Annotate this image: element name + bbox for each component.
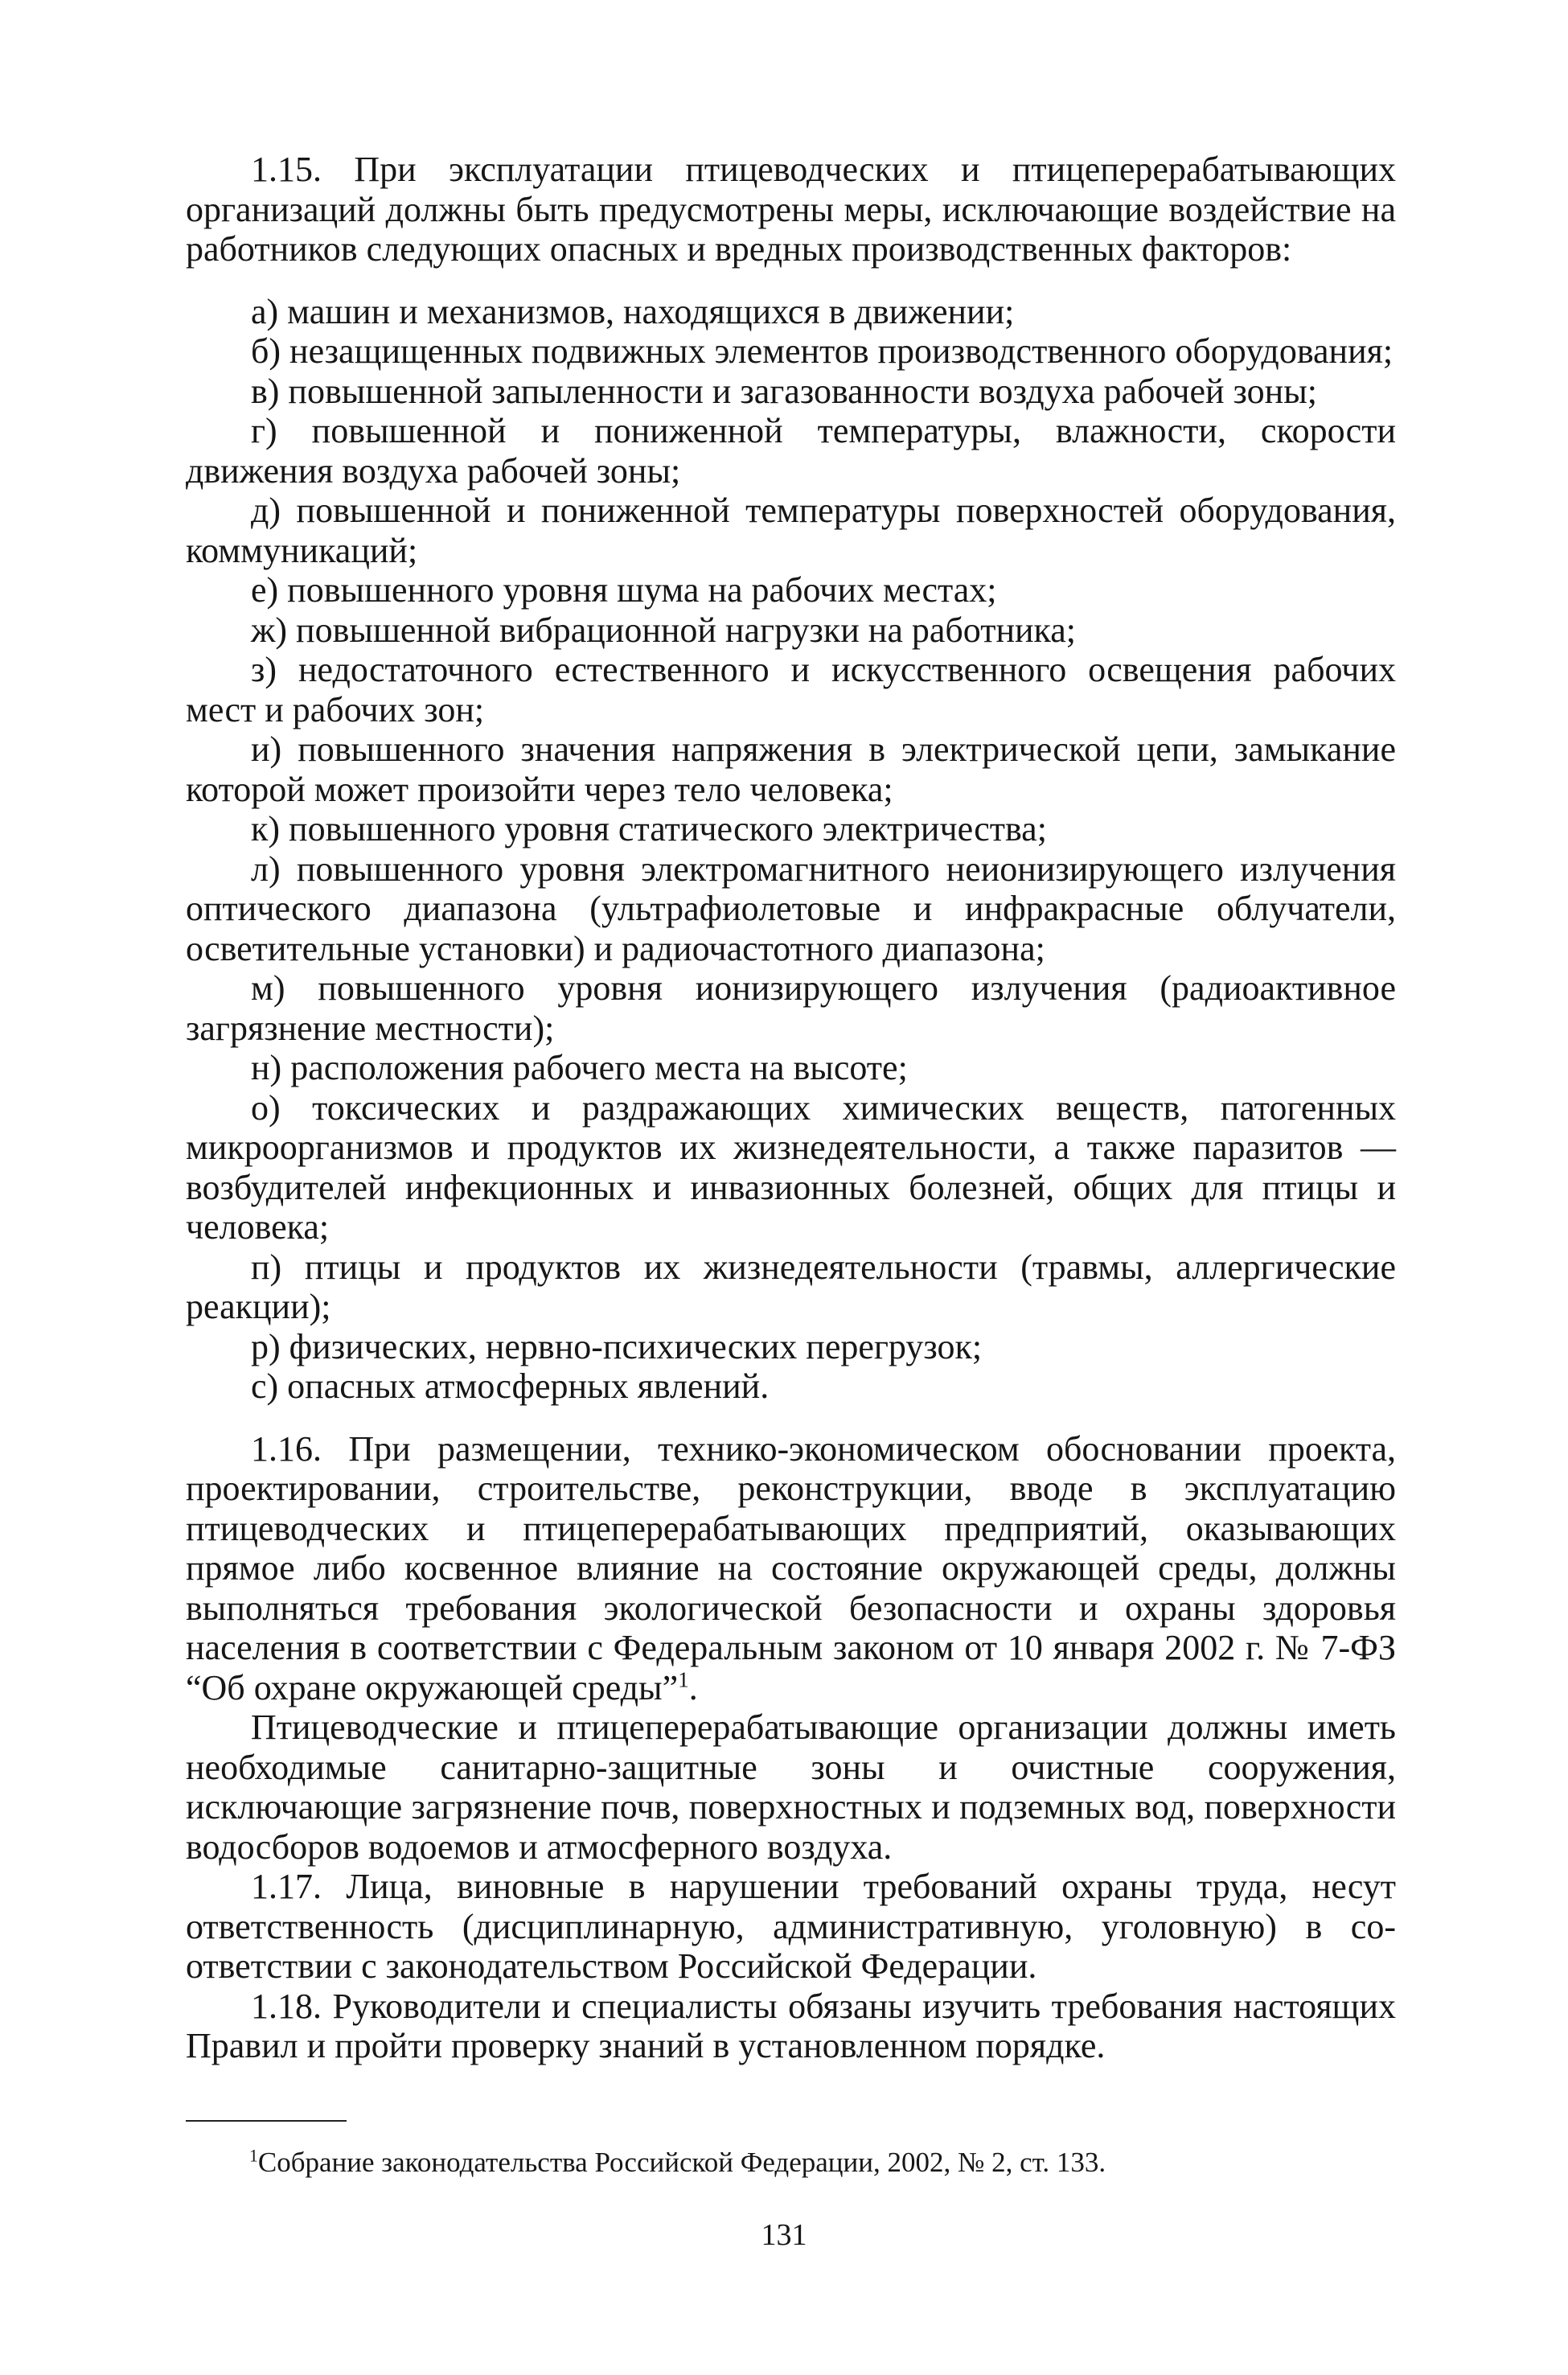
footnote-reference: 1 [678,1666,689,1691]
list-item-d: д) повышенной и пониженной температуры поверхностей оборудования, коммуникаций; [186,491,1396,570]
paragraph-1-16-end: . [688,1667,698,1707]
list-item-b: б) незащищенных подвижных элементов производственного оборудования; [251,331,1394,371]
list-item-k: к) повышенного уровня статического электричества; [251,809,1047,849]
list-item-s: с) опасных атмосферных явлений. [251,1366,770,1406]
list-item-a: а) машин и механизмов, находящихся в движении; [251,291,1015,331]
list-item-e: е) повышенного уровня шума на рабочих местах; [251,570,997,610]
paragraph-sanitary-zones: Птицеводческие и птицеперерабатывающие организации должны иметь необходимые санитарно-защитные зоны и очистные сооружения, исключающие загрязнение почв, поверхностных и подземных вод, поверхности водосборов водоемов и атмосферного воздуха. [186,1707,1396,1867]
list-item-o: о) токсических и раздражающих химических веществ, патогенных микроорганизмов и продуктов их жизнедеятельности, а также паразитов — возбудителей инфекционных и инвазионных болезней, общих для птицы и человека; [186,1087,1396,1247]
footnote-divider [186,2120,347,2122]
list-item-i: и) повышенного значения напряжения в электрической цепи, замыкание которой может произойти через тело человека; [186,729,1396,809]
list-item-n: н) расположения рабочего места на высоте; [251,1048,908,1087]
paragraph-1-15: 1.15. При эксплуатации птицеводческих и птицеперерабатывающих организаций должны быть предусмотрены меры, исключающие воздействие на работников следующих опасных и вредных производственных факторов: [186,150,1396,269]
footnote-text: Собрание законодательства Российской Федерации, 2002, № 2, ст. 133. [257,2147,1106,2178]
paragraph-1-16-text: 1.16. При размещении, технико-экономическом обосновании проекта, проектировании, строительстве, реконструкции, вводе в эксплуатацию птицеводческих и птицеперерабатывающих предприятий, оказывающих прямое либо косвенное влияние на состояние окружающей среды, должны выполняться требования экологической безопасности и охраны здоровья населения в соответствии с Федеральным законом от 10 января 2002 г. № 7-ФЗ “Об охране окружающей среды” [186,1428,1396,1707]
list-item-l: л) повышенного уровня электромагнитного неионизирующего излучения оптического диапазона (ультрафиолетовые и инфракрасные облучатели, осветительные установки) и радиочастотного диапазона; [186,849,1396,968]
list-item-g: г) повышенной и пониженной температуры, влажности, скорости движения воздуха рабочей зоны; [186,411,1396,491]
paragraph-1-18: 1.18. Руководители и специалисты обязаны изучить требования настоящих Правил и пройти проверку знаний в установленном порядке. [186,1986,1396,2065]
footnote-marker: 1 [249,2146,258,2166]
list-item-z: з) недостаточного естественного и искусственного освещения рабочих мест и рабочих зон; [186,650,1396,729]
paragraph-1-17: 1.17. Лица, виновные в нарушении требований охраны труда, несут ответственность (дисциплинарную, административную, уголовную) в соответствии с законодательством Российской Федерации. [186,1867,1396,1986]
list-item-zh: ж) повышенной вибрационной нагрузки на работника; [251,610,1077,650]
list-item-v: в) повышенной запыленности и загазованности воздуха рабочей зоны; [251,371,1317,411]
body-text [186,150,1396,2066]
list-item-r: р) физических, нервно-психических перегрузок; [251,1326,983,1366]
list-item-p: п) птицы и продуктов их жизнедеятельности (травмы, аллергические реакции); [186,1247,1396,1326]
list-item-m: м) повышенного уровня ионизирующего излучения (радиоактивное загрязнение местности); [186,968,1396,1048]
footnote [249,2147,1391,2179]
page-number: 131 [761,2218,807,2252]
paragraph-1-16 [186,1429,1396,1708]
